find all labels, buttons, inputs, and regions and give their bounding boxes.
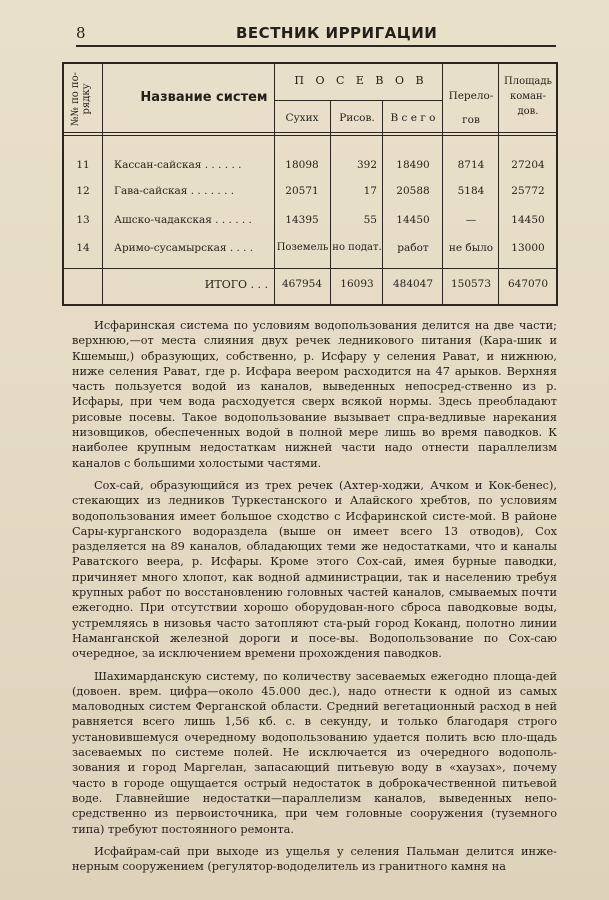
total-perelog: 150573 [450,278,492,290]
vsego-value: 14450 [396,214,430,226]
perelogov-header: Перело-гов [448,90,494,126]
perelog-value: 8714 [457,159,485,171]
system-name: Кассан-сайская . . . . . . [114,159,242,171]
risov-value: 55 [363,214,377,226]
ploshad-value: 13000 [511,242,545,254]
table-divider [64,268,556,269]
perelog-value: не было [448,242,494,254]
row-number: 11 [76,159,90,171]
perelog-value: — [465,214,477,226]
vsego-value: 18490 [396,159,430,171]
journal-title: ВЕСТНИК ИРРИГАЦИИ [236,24,438,42]
risov-value: но подат. [332,242,382,253]
row-number: 13 [76,214,90,226]
suhih-value: Поземель [276,242,329,253]
row-number: 12 [76,185,90,197]
col-name-header: Название систем [140,90,268,105]
posevov-header: П О С Е В О В [294,74,428,87]
ploshad-value: 14450 [511,214,545,226]
paragraph: Сох-сай, образующийся из трех речек (Ахтер-ходжи, Ачком и Кок-бенес), стекающих из ледников Туркестанского и Алайского хребтов, по условиям водопользования имеет большое сходство с Исфаринской систе-мой. В районе Сары-курганского водораздела (выше он имеет всего 13 отводов), Сох разделяется на 89 каналов, обладающих теми же недостатками, что и каналы Раватского веера, р. Исфары. Кроме этого Сох-сай, имея бурные паводки, причиняет много хлопот, как водной администрации, так и населению требуя крупных работ по восстановлению головных частей каналов, смываемых почти ежегодно. При отсутствии хорошо оборудован-ного сброса паводковые воды, устремляясь в низовья часто затопляют ста-рый город Коканд, полотно линии Наманганской железной дороги и посе-вы. Водопользование по Сох-саю очередное, за исключением времени прохождения паводков. [72,478,557,661]
vsego-value: 20588 [396,185,430,197]
col-number-header: №№ по по-рядку [70,71,92,127]
row-number: 14 [76,242,90,254]
system-name: Гава-сайская . . . . . . . [114,185,235,197]
total-suhih: 467954 [281,278,323,290]
paragraph: Шахимарданскую систему, по количеству засеваемых ежегодно площа-дей (довоен. врем. цифра—около 45.000 дес.), надо отнести к одной из самых маловодных систем Ферганской области. Средний вегетационный расход в ней равняется всего лишь 1,56 кб. с. в секунду, и только благодаря строго установившемуся очередному водопользованию удается полить всю пло-щадь засеваемых по системе полей. Не исключается из очередного водополь-зования и город Маргелан, запасающий питьевую воду в «хаузах», почему часто в городе ощущается острый недостаток в доброкачественной питьевой воде. Главнейшие недостатки—параллелизм каналов, выведенных непо-средственно из первоисточника, при чем головные сооружения (туземного типа) требуют постоянного ремонта. [72,669,557,836]
table-divider [330,100,331,304]
suhih-value: 14395 [285,214,319,226]
risov-value: 17 [363,185,377,197]
system-name: Ашско-чадакская . . . . . . [114,214,252,226]
page-number: 8 [76,24,86,42]
irrigation-table [62,62,558,306]
table-divider [64,135,556,136]
sub-header-risov: Рисов. [339,112,375,124]
total-vsego: 484047 [392,278,434,290]
ploshad-value: 27204 [511,159,545,171]
total-ploshad: 647070 [507,278,549,290]
risov-value: 392 [356,159,377,171]
header-rule [76,45,556,47]
sub-header-suhih: Сухих [285,112,319,124]
table-divider [64,132,556,133]
total-label: ИТОГО . . . [204,278,268,291]
perelog-value: 5184 [457,185,485,197]
page-header [76,22,556,44]
ploshad-value: 25772 [511,185,545,197]
article-body [72,318,557,881]
suhih-value: 18098 [285,159,319,171]
total-risov: 16093 [340,278,374,290]
vsego-value: работ [397,242,429,254]
paragraph: Исфайрам-сай при выходе из ущелья у селения Пальман делится инже-нерным сооружением (регулятор-вододелитель из гранитного камня на [72,844,557,874]
table-divider [382,100,383,304]
ploshad-header: Площадь коман-дов. [504,76,552,117]
suhih-value: 20571 [285,185,319,197]
system-name: Аримо-сусамырская . . . . [114,242,254,254]
sub-header-vsego: В с е г о [390,112,436,124]
paragraph: Исфаринская система по условиям водопользования делится на две части; верхнюю,—от места слияния двух речек ледникового питания (Кара-шик и Кшемыш,) образующих, собственно, р. Исфару у селения Рават, и нижнюю, ниже селения Рават, где р. Исфара веером расходится на 47 арыков. Верхняя часть пользуется водой из каналов, выведенных непосред-ственно из р. Исфары, при чем вода расходуется сверх всякой нормы. Здесь преобладают рисовые посевы. Такое водопользование вызывает спра-ведливые нарекания низовщиков, обеспеченных водой в полной мере лишь во время паводков. К наиболее крупным недостаткам нижней части надо отнести параллелизм каналов с большими холостыми частями. [72,319,557,470]
